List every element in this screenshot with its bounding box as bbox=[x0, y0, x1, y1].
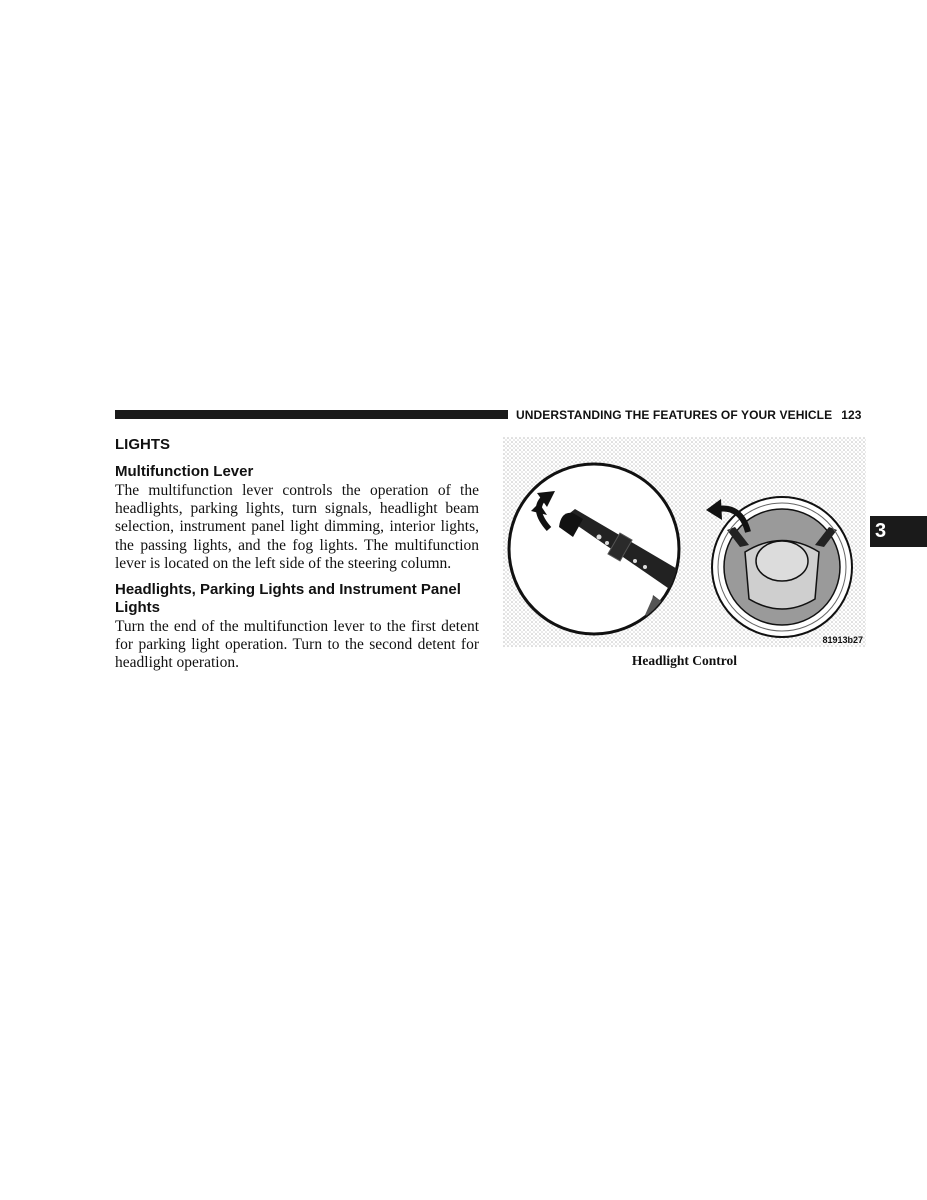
running-header bbox=[516, 408, 862, 422]
steering-wheel-illustration bbox=[712, 497, 852, 637]
headlight-control-figure bbox=[503, 437, 866, 647]
header-title: UNDERSTANDING THE FEATURES OF YOUR VEHICLE bbox=[516, 408, 833, 422]
header-rule bbox=[115, 410, 508, 419]
chapter-tab: 3 bbox=[870, 516, 927, 547]
headlights-paragraph: Turn the end of the multifunction lever to the first detent for parking light operation. Turn to the second detent for headlight operation. bbox=[115, 618, 479, 672]
page-number: 123 bbox=[841, 408, 862, 422]
section-title: LIGHTS bbox=[115, 436, 170, 453]
figure-code: 81913b27 bbox=[822, 635, 863, 645]
multifunction-paragraph: The multifunction lever controls the operation of the headlights, parking lights, turn signals, headlight beam selection, instrument panel light dimming, interior lights, the passing lights, and the fog lights. The multifunction lever is located on the left side of the steering column. bbox=[115, 482, 479, 572]
multifunction-heading: Multifunction Lever bbox=[115, 463, 254, 480]
figure-caption: Headlight Control bbox=[631, 653, 738, 668]
headlights-heading: Headlights, Parking Lights and Instrument Panel Lights bbox=[115, 581, 461, 616]
